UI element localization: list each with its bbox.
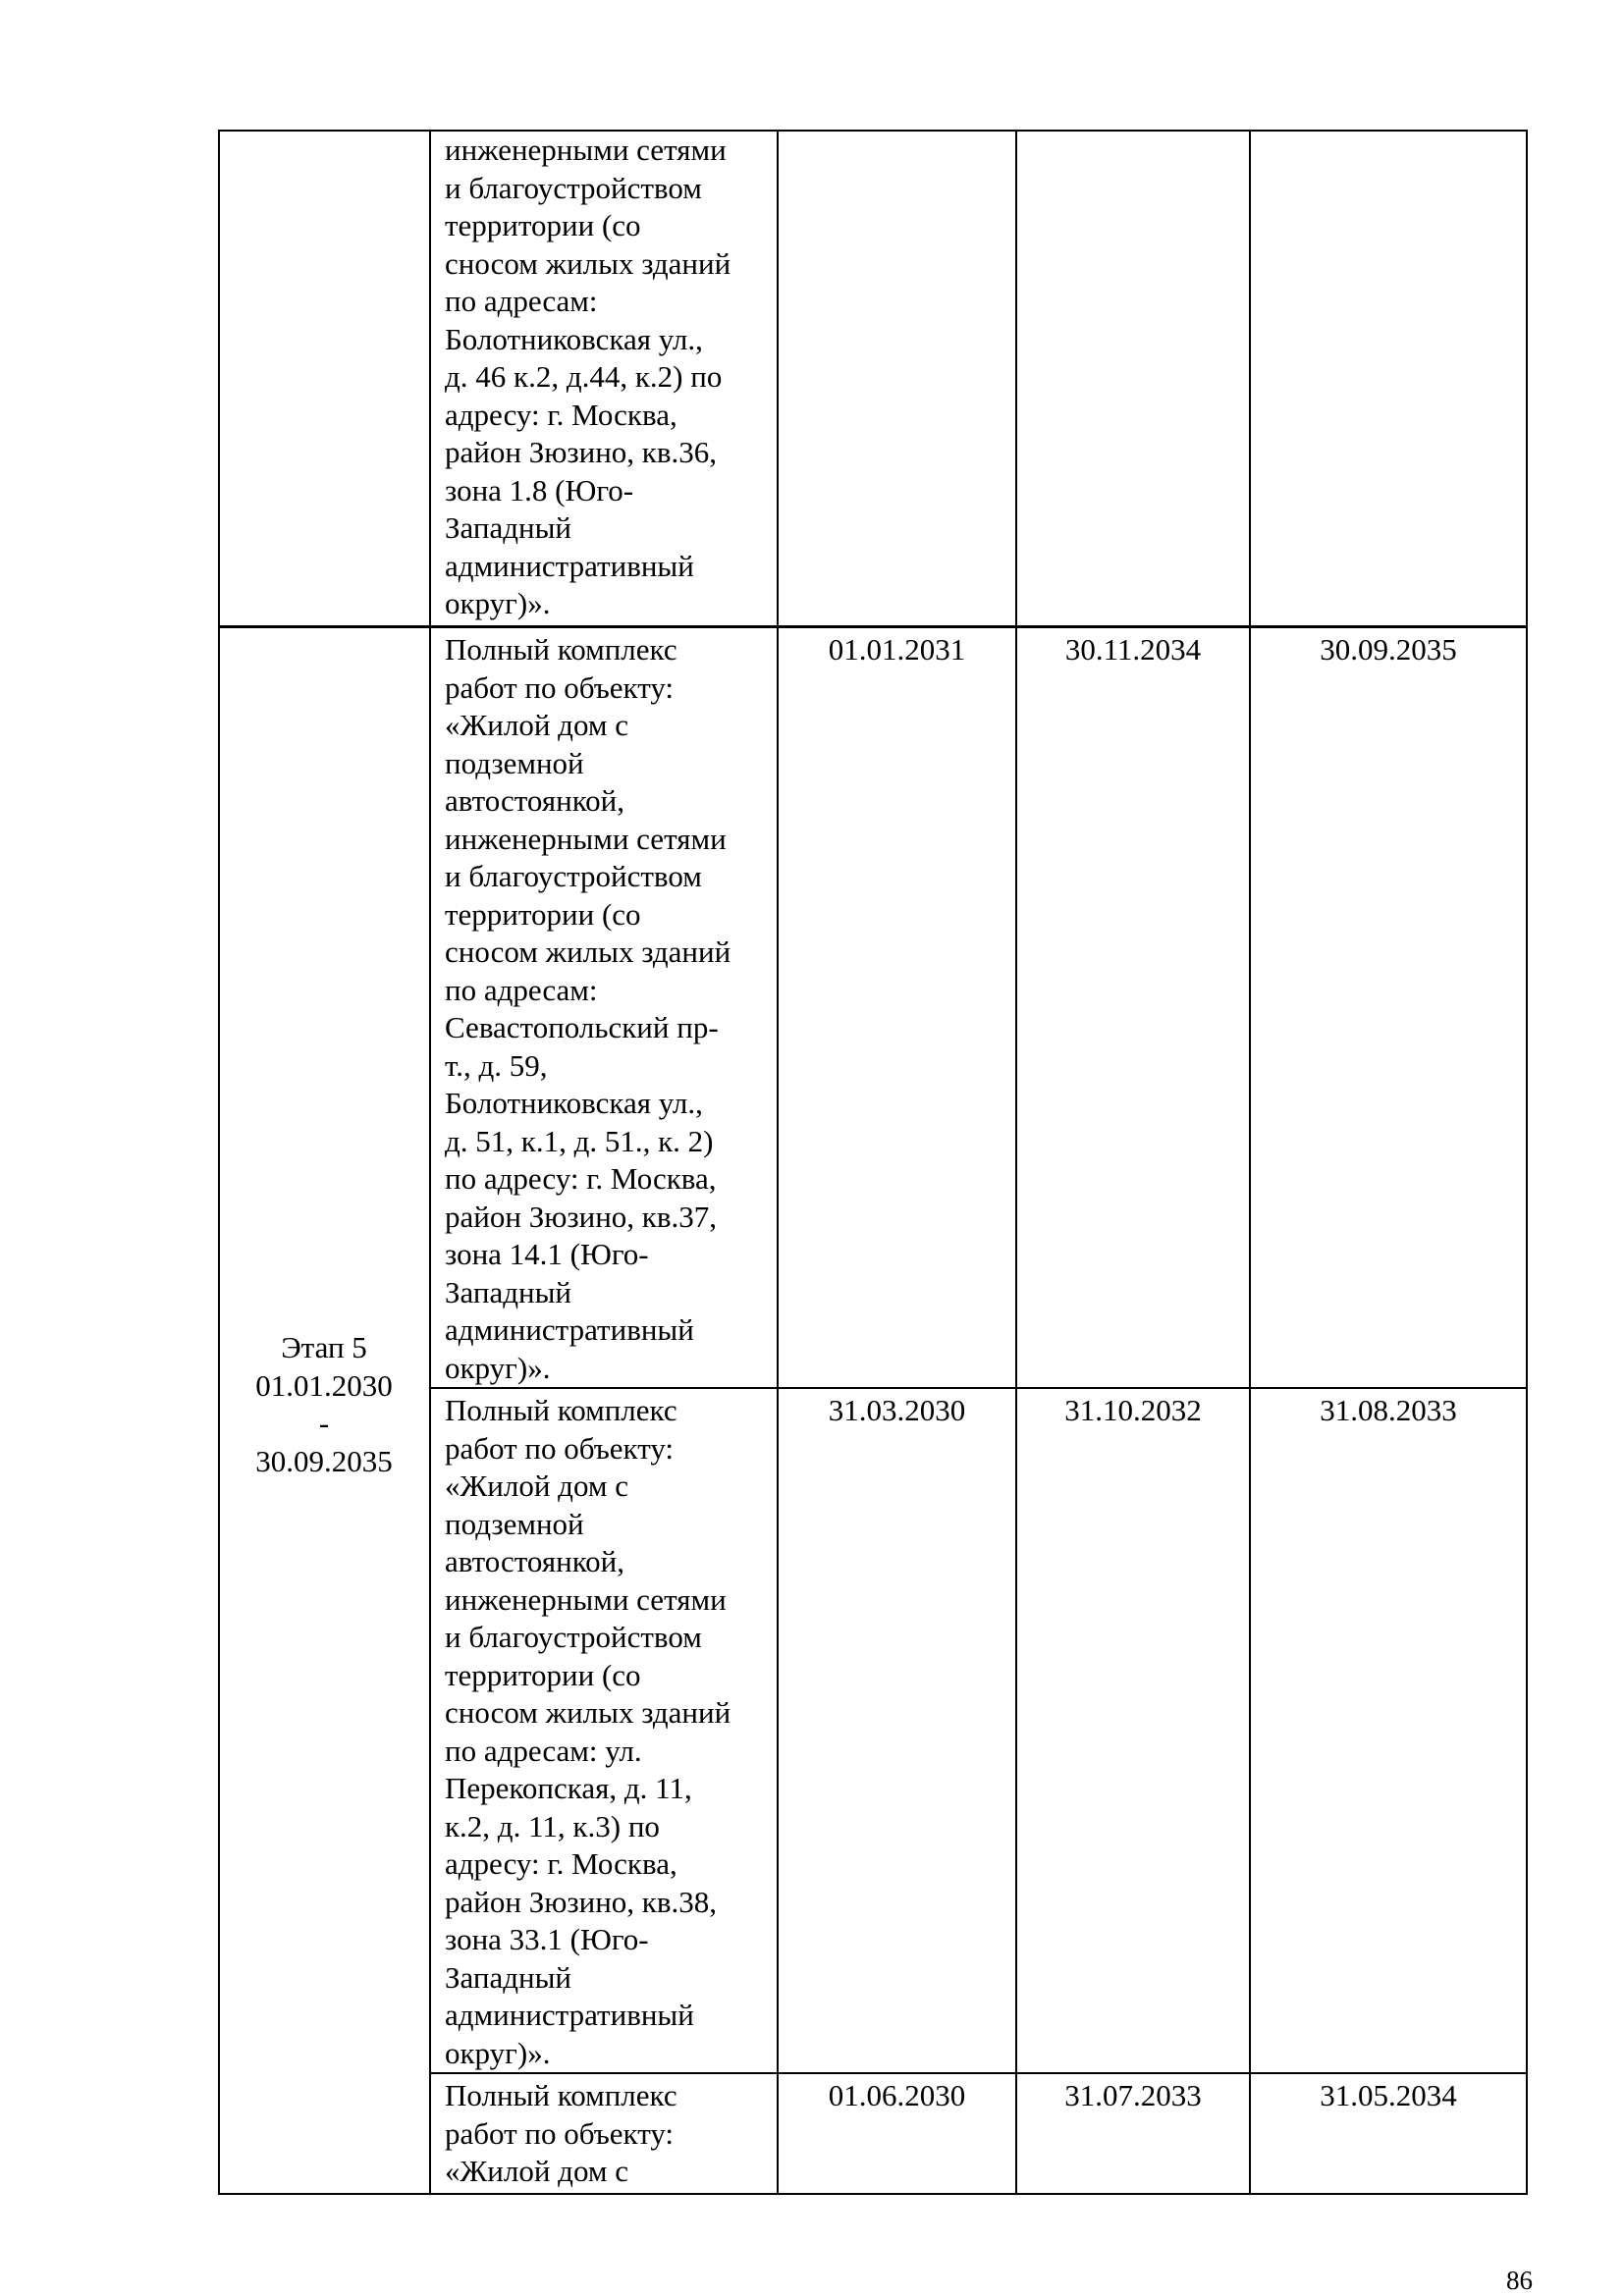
table-row-divider [218, 625, 1528, 628]
table-cell-date-end: 31.08.2033 [1320, 1393, 1457, 1427]
table-row-divider [429, 1387, 1528, 1389]
table-cell-date-start: 01.01.2031 [828, 632, 966, 667]
table-cell-description: Полный комплекс работ по объекту: «Жилой дом с подземной автостоянкой, инженерными сетями и благоустройством территории (со сносом жилых зданий по адресам: ул. Перекопская, д. 11, к.2, д. 11, к.3) по адресу: г. Москва, район Зюзино, кв.38, зона 33.1 (Юго- Западный административный округ)». [445, 1393, 731, 2070]
table-border-right [1526, 130, 1528, 2195]
table-cell-date-mid: 31.10.2032 [1064, 1393, 1202, 1427]
table-column-divider [777, 130, 779, 2195]
table-column-divider [1015, 130, 1017, 2195]
table-cell-date-mid: 30.11.2034 [1064, 632, 1202, 667]
table-row-divider [429, 2072, 1528, 2074]
table-cell-date-start: 31.03.2030 [828, 1393, 966, 1427]
table-cell-date-start: 01.06.2030 [828, 2078, 966, 2112]
page-number: 86 [1506, 2266, 1533, 2295]
table-border-top [218, 130, 1528, 132]
stage-label: Этап 5 01.01.2030 - 30.09.2035 [255, 1330, 393, 1478]
table-cell-description: Полный комплекс работ по объекту: «Жилой дом с [445, 2078, 677, 2188]
table-cell-date-end: 31.05.2034 [1320, 2078, 1457, 2112]
table-cell-description: Полный комплекс работ по объекту: «Жилой дом с подземной автостоянкой, инженерными сетями и благоустройством территории (со сносом жилых зданий по адресам: Севастопольский пр- т., д. 59, Болотниковская ул., д. 51, к.1, д. 51., к. 2) по адресу: г. Москва, район Зюзино, кв.37, зона 14.1 (Юго- Западный административный округ)». [445, 632, 731, 1385]
table-cell-date-mid: 31.07.2033 [1064, 2078, 1202, 2112]
table-column-divider [429, 130, 431, 2195]
table-cell-description: инженерными сетями и благоустройством территории (со сносом жилых зданий по адресам: Болотниковская ул., д. 46 к.2, д.44, к.2) по адресу: г. Москва, район Зюзино, кв.36, зона 1.8 (Юго- Западный административный округ)». [445, 133, 731, 620]
table-border-bottom [218, 2193, 1528, 2195]
table-border-left [218, 130, 220, 2195]
table-column-divider [1249, 130, 1251, 2195]
table-cell-date-end: 30.09.2035 [1320, 632, 1457, 667]
